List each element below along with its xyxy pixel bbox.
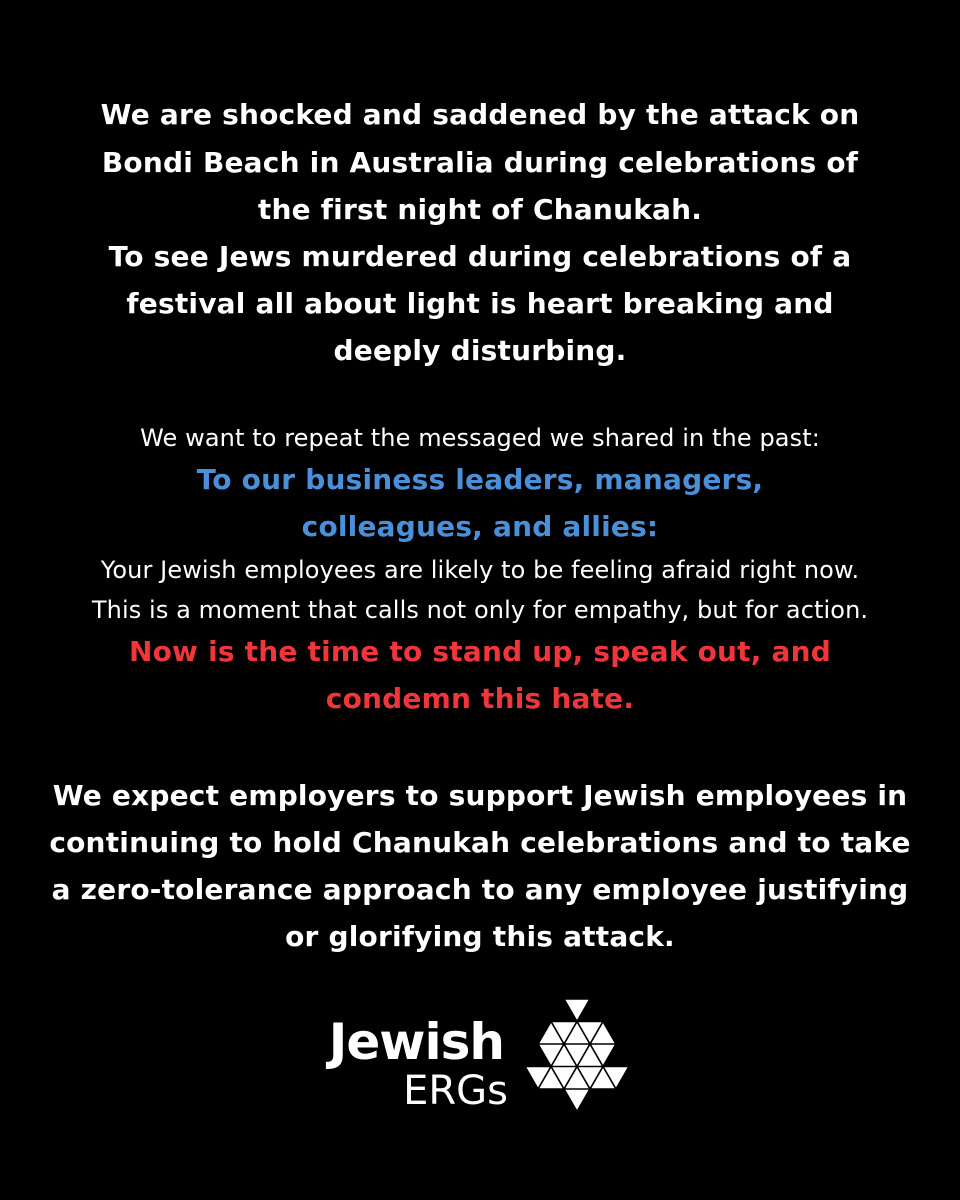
paragraph3-line: a zero-tolerance approach to any employee justifying — [51, 873, 909, 906]
call-to-action-line: Now is the time to stand up, speak out, and — [128, 635, 832, 668]
star-triangle — [565, 1000, 588, 1020]
paragraph3-line: We expect employers to support Jewish employees in — [52, 779, 908, 812]
logo-word: Jewish — [328, 1013, 504, 1071]
paragraph3-line: or glorifying this attack. — [285, 920, 675, 953]
paragraph1-line: festival all about light is heart breaking and — [126, 287, 834, 320]
audience-line: To our business leaders, managers, — [196, 463, 764, 496]
message-line: Your Jewish employees are likely to be feeling afraid right now. — [100, 556, 860, 584]
paragraph1-line: the first night of Chanukah. — [257, 193, 703, 226]
paragraph1-line: We are shocked and saddened by the attack on — [100, 98, 860, 131]
intro-text: We want to repeat the messaged we shared in the past: — [140, 424, 820, 452]
logo-sub: ERGs — [403, 1068, 508, 1114]
star-triangle — [565, 1090, 588, 1110]
paragraph1-line: deeply disturbing. — [333, 334, 627, 367]
jewish-ergs-logo — [290, 985, 650, 1135]
message-line: This is a moment that calls not only for empathy, but for action. — [91, 596, 869, 624]
paragraph1-line: To see Jews murdered during celebrations of a — [108, 240, 852, 273]
paragraph3-line: continuing to hold Chanukah celebrations and to take — [49, 826, 911, 859]
star-of-david-triangles-icon — [518, 995, 636, 1123]
audience-line: colleagues, and allies: — [301, 510, 659, 543]
paragraph1-line: Bondi Beach in Australia during celebrations of — [101, 146, 859, 179]
call-to-action-line: condemn this hate. — [325, 682, 635, 715]
